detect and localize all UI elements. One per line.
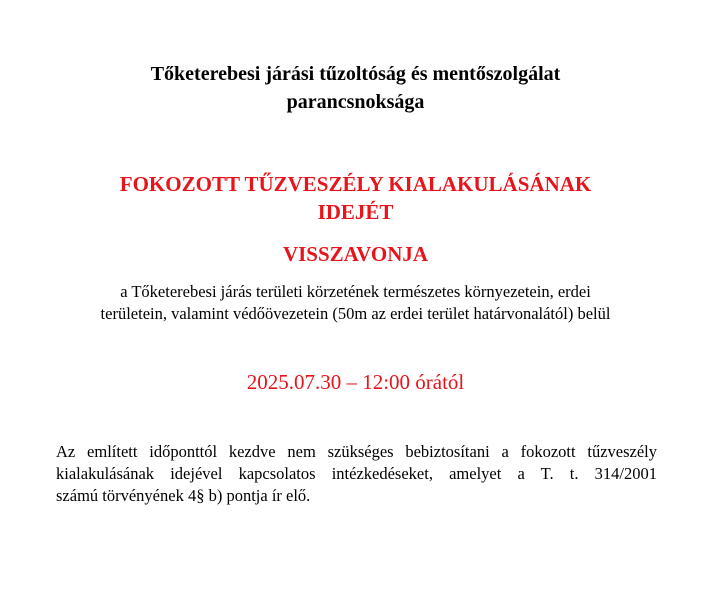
body-line-2: kialakulásának idejével kapcsolatos intézkedéseket, amelyet a T. t. 314/2001 [56,464,657,483]
authority-line-2: parancsnoksága [286,91,425,113]
revocation-heading: VISSZAVONJA [282,242,429,266]
headline-line-2: IDEJÉT [317,200,394,224]
body-line-3: számú törvényének 4§ b) pontja ír elő. [56,486,311,505]
scope-description [0,281,711,325]
body-line-1: Az említett időponttól kezdve nem szükséges bebiztosítani a fokozott tűzveszély [56,442,657,461]
effective-date: 2025.07.30 – 12:00 órától [246,370,465,394]
scope-line-2: területein, valamint védőövezetein (50m az erdei terület határvonalától) belül [100,304,611,323]
scope-line-1: a Tőketerebesi járás területi körzetének természetes környezetein, erdei [120,282,591,301]
headline-line-1: FOKOZOTT TŰZVESZÉLY KIALAKULÁSÁNAK [119,172,592,196]
announcement-headline [0,170,711,226]
body-paragraph [56,441,657,507]
issuing-authority [0,60,711,116]
authority-line-1: Tőketerebesi járási tűzoltóság és mentőszolgálat [150,63,561,85]
